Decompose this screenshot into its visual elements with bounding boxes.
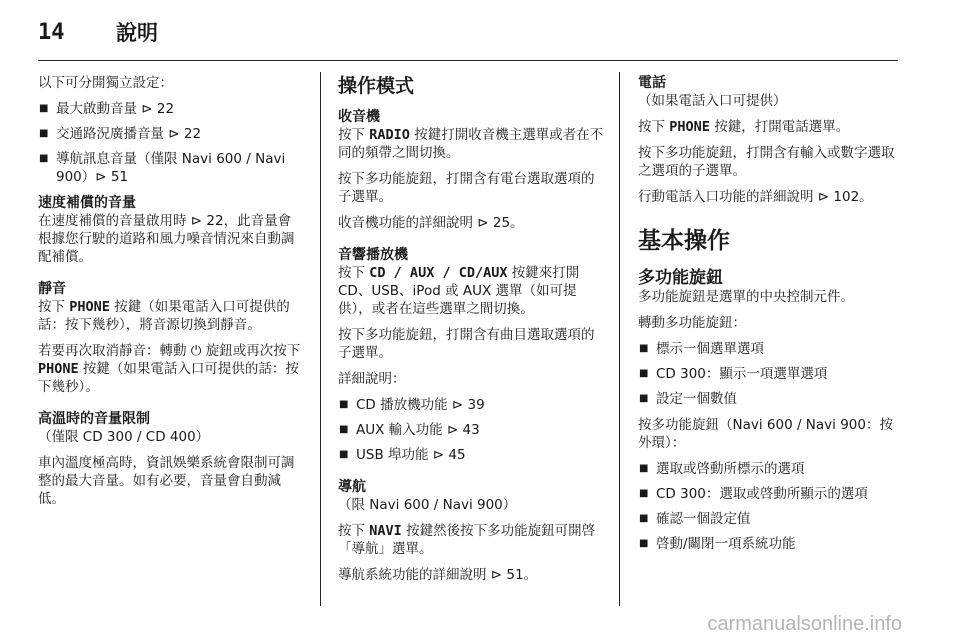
list-item: ■ 最大啟動音量 ⊳ 22 (38, 100, 304, 118)
nav-paragraph: 按下 NAVI 按鍵然後按下多功能旋鈕可開啓「導航」選單。 (338, 523, 596, 557)
list-item: ■ 設定一個數值 (638, 390, 900, 408)
list-item: ■ CD 播放機功能 ⊳ 39 (338, 396, 604, 414)
column-1 (38, 74, 304, 522)
phone-paragraph: 行動電話入口功能的詳細說明 ⊳ 102。 (638, 189, 873, 205)
list-item: ■ 啓動/關閉一項系統功能 (638, 535, 900, 553)
phone-paragraph: 按下 PHONE 按鍵，打開電話選單。 (638, 119, 850, 135)
column-divider-2 (619, 72, 620, 606)
list-item: ■ 交通路況廣播音量 ⊳ 22 (38, 125, 304, 143)
column-divider-1 (320, 72, 321, 606)
audio-paragraph: 詳細說明： (338, 371, 406, 387)
section-title: 電話 (638, 75, 666, 91)
key-label: PHONE (669, 119, 710, 135)
section-title: 速度補償的音量 (38, 195, 136, 211)
section-title: 收音機 (338, 109, 380, 125)
audio-paragraph: 按下 CD / AUX / CD/AUX 按鍵來打開 CD、USB、iPod 或 AUX 選單（如可提供），或者在這些選單之間切換。 (338, 265, 580, 317)
section-title: 靜音 (38, 281, 66, 297)
knob-title: 多功能旋鈕 (638, 268, 723, 288)
audio-list (338, 396, 604, 464)
section-title: 高溫時的音量限制 (38, 411, 150, 427)
page-title: 說明 (116, 21, 158, 45)
key-label: PHONE (69, 299, 110, 315)
watermark: carmanualsonline.info (707, 613, 902, 635)
list-item: ■ 選取或啓動所標示的選項 (638, 460, 900, 478)
column-3 (638, 74, 900, 561)
key-label: PHONE (38, 361, 79, 377)
section-mute (38, 280, 304, 396)
radio-paragraph: 收音機功能的詳細說明 ⊳ 25。 (338, 215, 524, 231)
section-audio-player (338, 246, 604, 464)
section-subtitle: （僅限 CD 300 / CD 400） (38, 429, 210, 445)
section-high-temp (38, 410, 304, 508)
section-subtitle: （限 Navi 600 / Navi 900） (338, 497, 517, 513)
section-phone (638, 74, 900, 206)
key-label: CD / AUX / CD/AUX (369, 265, 508, 281)
column-2 (338, 74, 604, 598)
list-item: ■ AUX 輸入功能 ⊳ 43 (338, 421, 604, 439)
volume-list (38, 100, 304, 186)
turn-label: 轉動多功能旋鈕： (638, 315, 746, 331)
intro-text: 以下可分開獨立設定： (38, 75, 173, 91)
radio-paragraph: 按下 RADIO 按鍵打開收音機主選單或者在不同的頻帶之間切換。 (338, 127, 604, 161)
section-body: 在速度補償的音量啟用時 ⊳ 22，此音量會根據您行駛的道路和風力噪音情況來自動調配補償。 (38, 213, 295, 265)
list-item: ■ 標示一個選單選項 (638, 340, 900, 358)
nav-paragraph: 導航系統功能的詳細說明 ⊳ 51。 (338, 567, 538, 583)
page-header (38, 14, 158, 50)
section-title: 導航 (338, 479, 366, 495)
mute-paragraph: 按下 PHONE 按鍵（如果電話入口可提供的話：按下幾秒），將音源切換到靜音。 (38, 299, 290, 333)
turn-list (638, 340, 900, 408)
phone-paragraph: 按下多功能旋鈕，打開含有輸入或數字選取之選項的子選單。 (638, 145, 895, 179)
key-label: RADIO (369, 127, 410, 143)
list-item: ■ CD 300：選取或啓動所顯示的選項 (638, 485, 900, 503)
key-label: NAVI (369, 523, 402, 539)
section-subtitle: （如果電話入口可提供） (638, 93, 787, 109)
list-item: ■ 確認一個設定值 (638, 510, 900, 528)
basic-operation-heading: 基本操作 (638, 228, 730, 254)
list-item: ■ 導航訊息音量（僅限 Navi 600 / Navi 900）⊳ 51 (38, 150, 304, 186)
header-rule (38, 60, 898, 61)
operating-modes-heading: 操作模式 (338, 75, 415, 97)
list-item: ■ USB 埠功能 ⊳ 45 (338, 446, 604, 464)
page-number: 14 (38, 19, 65, 45)
unmute-paragraph: 若要再次取消靜音：轉動 ⏻ 旋鈕或再次按下 PHONE 按鍵（如果電話入口可提供的話：按下幾秒）。 (38, 343, 301, 395)
section-navigation (338, 478, 604, 584)
radio-paragraph: 按下多功能旋鈕，打開含有電台選取選項的子選單。 (338, 171, 595, 205)
section-title: 音響播放機 (338, 247, 408, 263)
section-speed-volume (38, 194, 304, 266)
press-list (638, 460, 900, 553)
press-label: 按多功能旋鈕（Navi 600 / Navi 900：按外環）： (638, 417, 893, 451)
audio-paragraph: 按下多功能旋鈕，打開含有曲目選取選項的子選單。 (338, 327, 595, 361)
section-body: 車內溫度極高時，資訊娛樂系統會限制可調整的最大音量。如有必要，音量會自動減低。 (38, 455, 295, 507)
section-radio (338, 108, 604, 232)
list-item: ■ CD 300：顯示一項選單選項 (638, 365, 900, 383)
knob-paragraph: 多功能旋鈕是選單的中央控制元件。 (638, 289, 854, 305)
